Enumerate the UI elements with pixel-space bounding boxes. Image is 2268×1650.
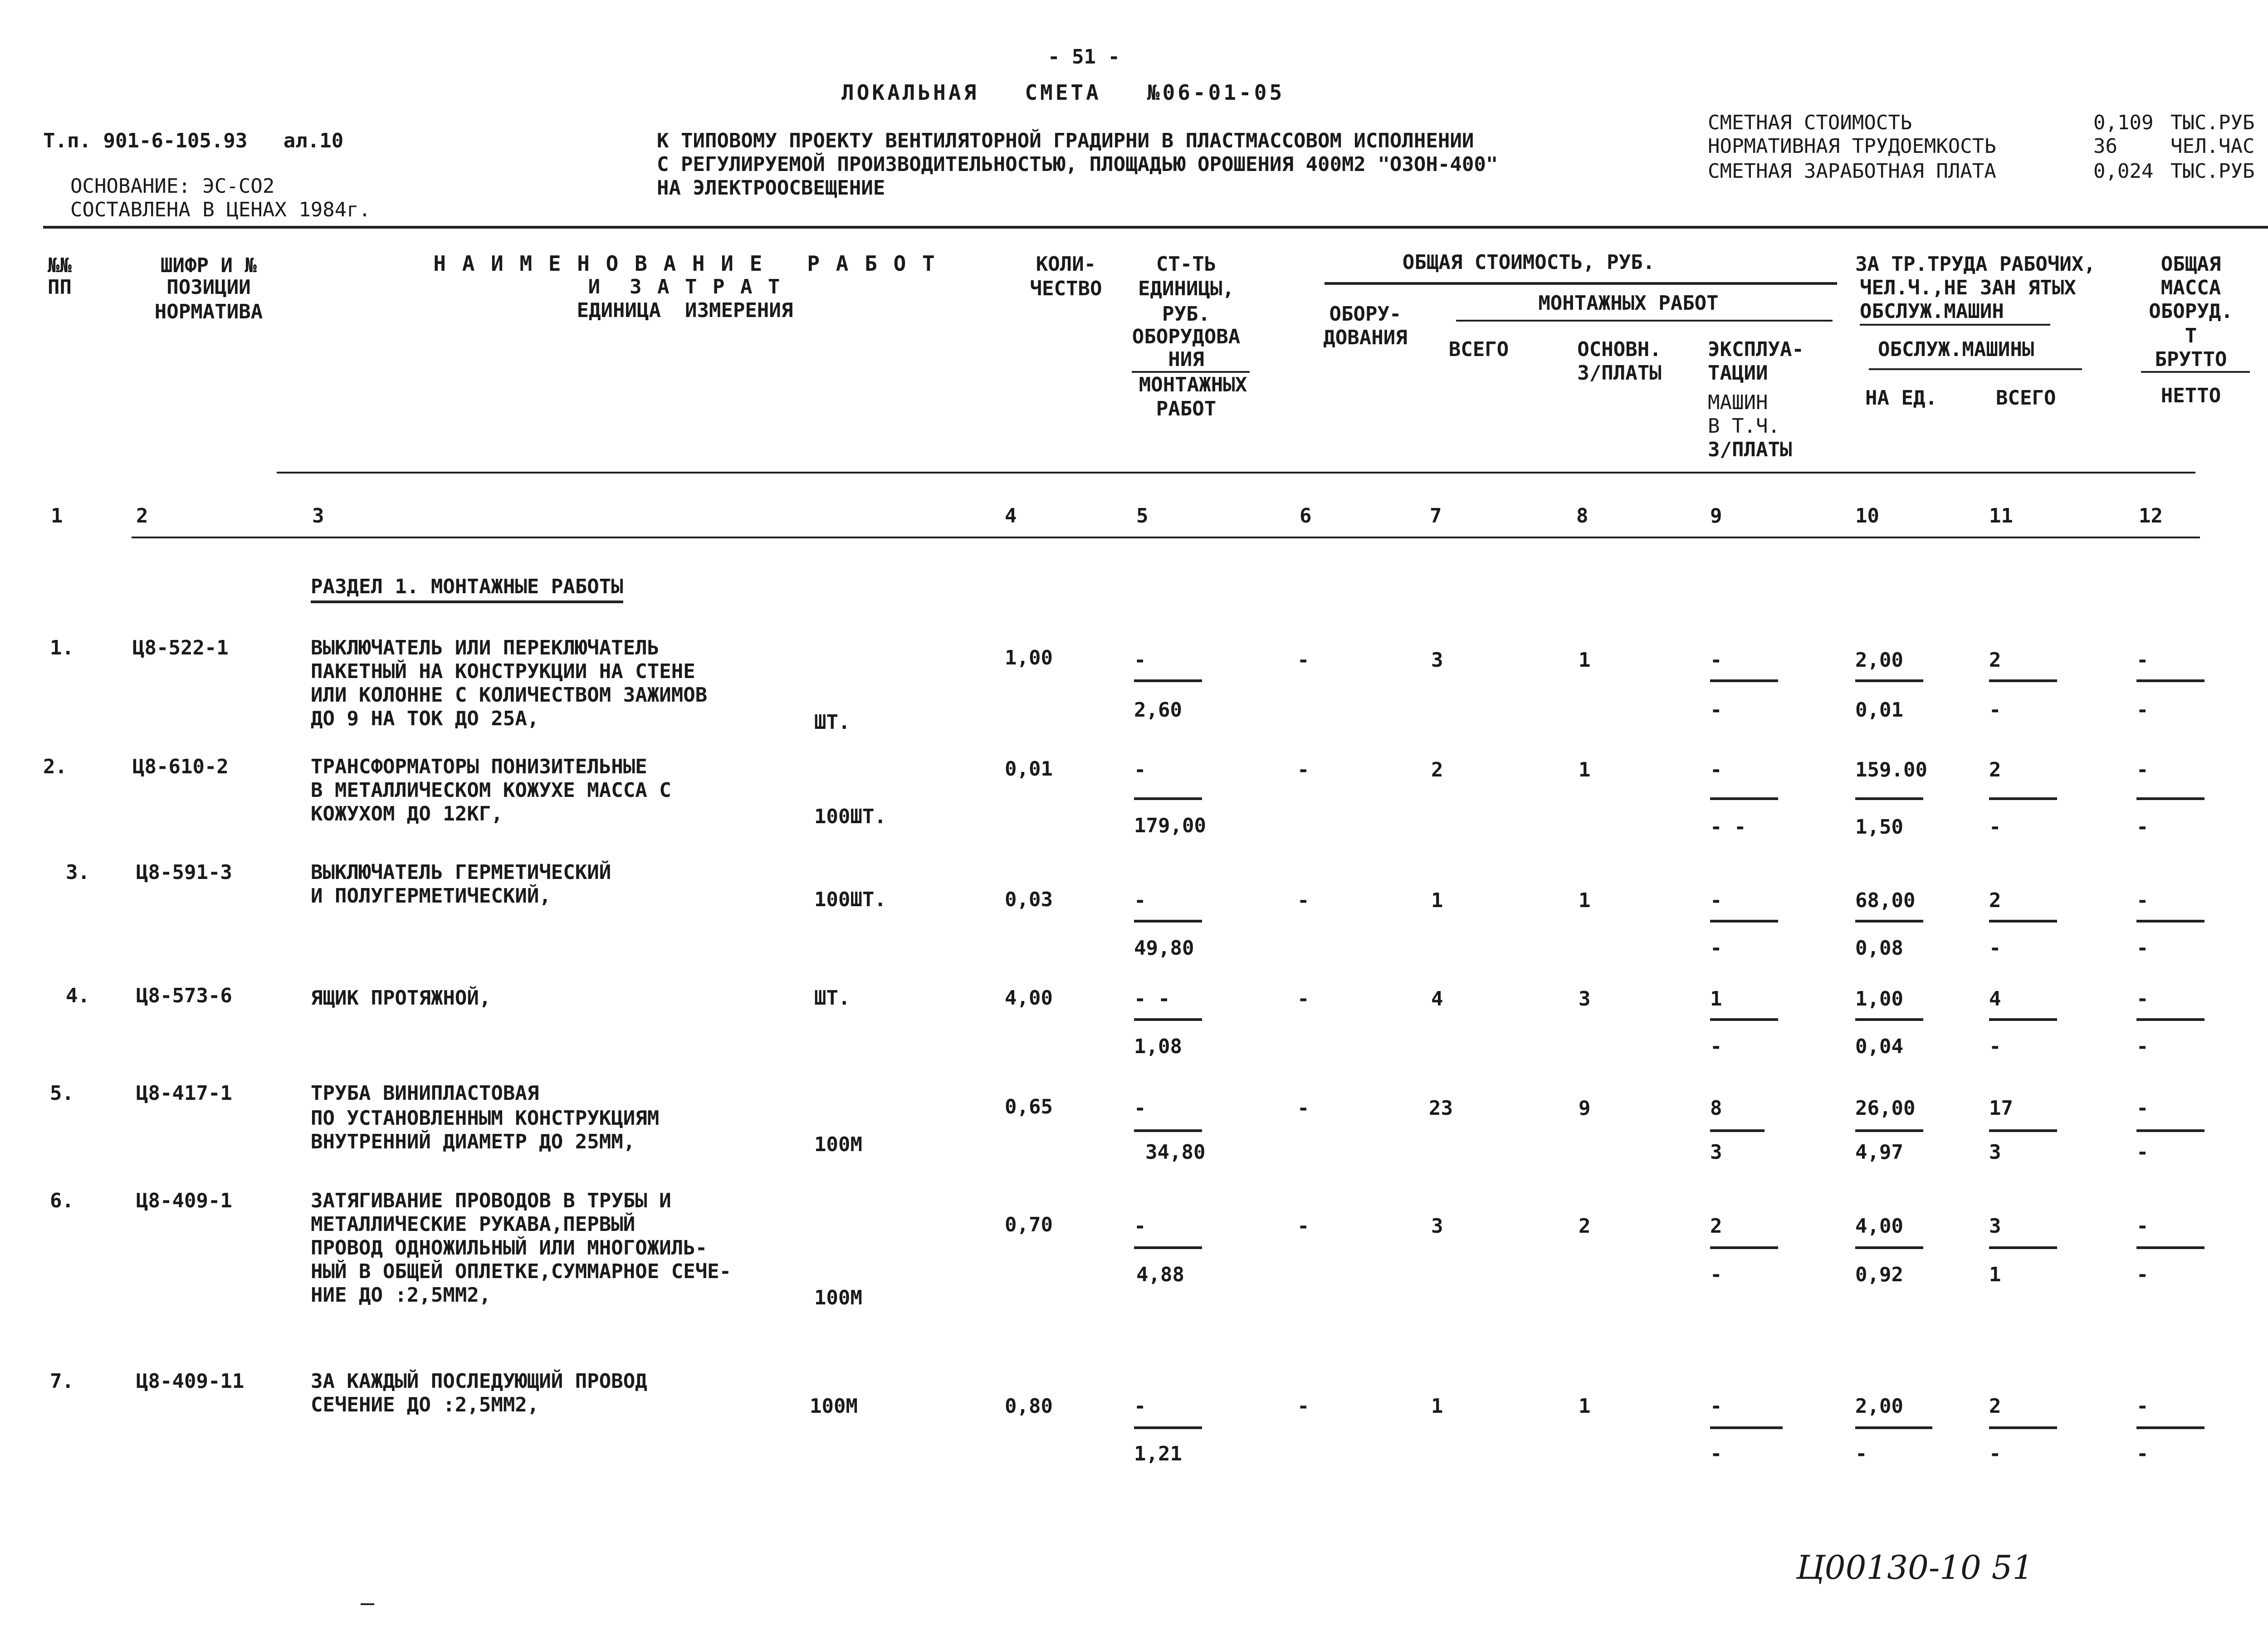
row-name-line: ЗАТЯГИВАНИЕ ПРОВОДОВ В ТРУБЫ И [311,1189,671,1212]
row-c6: - [1297,987,1310,1011]
hdr-labor2-rule [1869,368,2082,370]
hdr-c5-1: СТ-ТЬ [1156,253,1217,276]
row-c9-bottom: - [1710,1442,1722,1465]
row-c8: 3 [1579,987,1591,1011]
row-c10-top: 2,00 [1855,649,1903,672]
row-c9-rule [1710,1246,1778,1249]
hdr-c12-4: Т [2185,324,2197,347]
row-number: 3. [66,861,90,884]
row-c9-top: 1 [1710,987,1722,1011]
row-c5-rule [1134,920,1202,923]
summary-label-cost: СМЕТНАЯ СТОИМОСТЬ [1708,111,1912,134]
row-c11-rule [1989,1246,2057,1249]
hdr-total-cost: ОБЩАЯ СТОИМОСТЬ, РУБ. [1402,251,1655,274]
row-name-line: КОЖУХОМ ДО 12КГ, [311,802,503,825]
row-c5-top: - [1134,1395,1146,1418]
row-name-line: ЗА КАЖДЫЙ ПОСЛЕДУЮЩИЙ ПРОВОД [311,1370,647,1393]
row-c10-bottom: 1,50 [1855,815,1903,839]
row-c10-bottom: 0,04 [1855,1035,1903,1058]
row-name-line: ЯЩИК ПРОТЯЖНОЙ, [311,986,491,1010]
row-c11-rule [1989,1018,2057,1021]
hdr-c5-2: ЕДИНИЦЫ, [1138,277,1234,300]
row-c11-rule [1989,1129,2057,1132]
row-c8: 2 [1579,1215,1591,1238]
row-c5-bottom: 2,60 [1134,698,1182,722]
row-c6: - [1297,758,1310,781]
row-c10-top: 68,00 [1855,889,1916,912]
row-c8: 9 [1579,1097,1591,1120]
row-c7: 4 [1431,987,1443,1011]
row-code: Ц8-409-1 [136,1189,232,1212]
row-c5-top: - [1134,649,1146,672]
row-c9-rule [1710,1426,1783,1429]
row-unit: ШТ. [814,986,850,1010]
row-c12-rule [2136,1246,2204,1249]
hdr-c5-rule [1132,371,1250,373]
col-number-rule [132,537,2200,538]
doc-code: Т.п. 901-6-105.93 ал.10 [43,129,344,152]
hdr-c12-1: ОБЩАЯ [2160,253,2221,276]
row-c10-rule [1855,1018,1923,1021]
row-qty: 0,80 [1005,1395,1053,1418]
row-c11-bottom: - [1989,1035,2001,1058]
row-c11-top: 2 [1989,649,2001,672]
row-code: Ц8-573-6 [136,984,232,1007]
row-number: 1. [50,636,74,659]
row-c11-rule [1989,679,2057,682]
col-number-10: 10 [1855,504,1879,527]
row-name-line: МЕТАЛЛИЧЕСКИЕ РУКАВА,ПЕРВЫЙ [311,1213,635,1236]
row-c8: 1 [1579,889,1591,912]
summary-unit-cost: ТЫС.РУБ [2170,111,2255,134]
hdr-c5-7: РАБОТ [1156,397,1217,420]
row-c7: 1 [1431,1395,1443,1418]
row-c12-rule [2136,679,2204,682]
row-c5-bottom: 1,21 [1134,1442,1182,1465]
row-c10-top: 26,00 [1855,1097,1916,1120]
handwritten-note: Ц00130-10 51 [1796,1548,2033,1587]
row-c11-top: 2 [1989,758,2001,781]
row-c10-rule [1855,920,1923,923]
row-c11-rule [1989,797,2057,800]
row-c9-top: 8 [1710,1097,1722,1120]
row-c10-top: 159.00 [1855,758,1927,781]
row-c12-top: - [2136,758,2149,781]
row-c12-rule [2136,797,2204,800]
col-number-5: 5 [1136,504,1149,527]
hdr-labor-rule [1860,324,2050,326]
row-c5-rule [1134,1426,1202,1429]
row-name-line: И ПОЛУГЕРМЕТИЧЕСКИЙ, [311,884,551,908]
row-c6: - [1297,889,1310,912]
row-c9-top: - [1710,1395,1722,1418]
summary-unit-wage: ТЫС.РУБ [2170,160,2255,183]
col-number-7: 7 [1430,504,1442,527]
row-c10-rule [1855,797,1923,800]
row-c11-bottom: - [1989,698,2001,722]
row-c8: 1 [1579,649,1591,672]
hdr-total-rule [1325,282,1837,285]
row-c8: 1 [1579,758,1591,781]
row-c10-bottom: 0,08 [1855,937,1903,960]
row-unit: 100М [814,1286,862,1309]
row-c12-bottom: - [2136,1263,2149,1286]
row-c11-top: 2 [1989,889,2001,912]
hdr-c1-1: №№ [48,254,72,277]
hdr-c8-2: З/ПЛАТЫ [1577,361,1662,385]
row-c5-bottom: 1,08 [1134,1035,1182,1058]
row-c9-top: - [1710,649,1722,672]
col-number-6: 6 [1300,504,1312,527]
row-c12-rule [2136,1426,2204,1429]
row-c10-bottom: 0,92 [1855,1263,1903,1286]
row-c11-rule [1989,1426,2057,1429]
hdr-c5-6: МОНТАЖНЫХ [1139,373,1247,396]
row-c9-bottom: - [1710,1035,1722,1058]
hdr-c10: НА ЕД. [1865,386,1937,410]
row-code: Ц8-591-3 [136,861,232,884]
hdr-c12-3: ОБОРУД. [2149,300,2233,323]
row-c5-rule [1134,1129,1202,1132]
row-name-line: ТРУБА ВИНИПЛАСТОВАЯ [311,1082,539,1105]
row-c9-rule [1710,920,1778,923]
summary-label-labor: НОРМАТИВНАЯ ТРУДОЕМКОСТЬ [1708,135,1996,158]
row-qty: 0,70 [1005,1213,1053,1236]
row-c5-rule [1134,679,1202,682]
row-c11-bottom: - [1989,1442,2001,1465]
hdr-mount: МОНТАЖНЫХ РАБОТ [1538,292,1719,315]
row-c12-bottom: - [2136,937,2149,960]
row-name-line: ВЫКЛЮЧАТЕЛЬ ИЛИ ПЕРЕКЛЮЧАТЕЛЬ [311,636,660,659]
row-c10-rule [1855,1246,1923,1249]
row-name-line: СЕЧЕНИЕ ДО :2,5ММ2, [311,1393,539,1416]
row-name-line: ПО УСТАНОВЛЕННЫМ КОНСТРУКЦИЯМ [311,1107,660,1130]
hdr-c5-3: РУБ. [1162,303,1210,326]
hdr-labor-3: ОБСЛУЖ.МАШИН [1860,300,2004,323]
row-number: 5. [50,1082,74,1105]
row-number: 2. [43,755,67,778]
row-name-line: НИЕ ДО :2,5ММ2, [311,1284,491,1307]
row-c12-bottom: - [2136,815,2149,839]
summary-value-labor: 36 [2093,135,2117,158]
stray-mark [361,1603,374,1605]
row-c9-bottom: - [1710,1263,1722,1286]
row-c11-rule [1989,920,2057,923]
row-c9-bottom: - [1710,937,1722,960]
hdr-labor-2: ЧЕЛ.Ч.,НЕ ЗАН ЯТЫХ [1860,276,2076,299]
hdr-c9-3: МАШИН [1708,391,1768,414]
hdr-c3-3: ЕДИНИЦА ИЗМЕРЕНИЯ [577,299,793,322]
row-c10-bottom: 4,97 [1855,1141,1903,1164]
col-number-3: 3 [312,504,324,527]
row-name-line: ПАКЕТНЫЙ НА КОНСТРУКЦИИ НА СТЕНЕ [311,660,695,683]
row-c12-rule [2136,1129,2204,1132]
row-c7: 2 [1431,758,1443,781]
row-c10-top: 1,00 [1855,987,1903,1011]
hdr-c12-2: МАССА [2160,276,2221,299]
row-c5-top: - [1134,758,1146,781]
row-c7: 3 [1431,649,1443,672]
hdr-c9-1: ЭКСПЛУА- [1708,338,1804,361]
row-code: Ц8-409-11 [136,1370,244,1393]
row-code: Ц8-610-2 [132,755,229,778]
row-c10-top: 2,00 [1855,1395,1903,1418]
hdr-c12-6: НЕТТО [2160,384,2221,407]
col-number-2: 2 [136,504,148,527]
header-top-rule [43,226,2268,229]
row-c9-rule [1710,1018,1778,1021]
row-c9-top: 2 [1710,1215,1722,1238]
hdr-c2-2: ПОЗИЦИИ [166,276,251,299]
row-c10-bottom: 0,01 [1855,698,1903,722]
row-c5-bottom: 179,00 [1134,814,1206,837]
hdr-c2-1: ШИФР И № [161,254,257,277]
row-c9-rule [1710,679,1778,682]
row-c7: 3 [1431,1215,1443,1238]
row-c12-rule [2136,1018,2204,1021]
row-c5-top: - [1134,889,1146,912]
basis: ОСНОВАНИЕ: ЭС-СО2 [70,175,275,198]
row-c9-bottom: - [1710,698,1722,722]
row-unit: 100М [810,1395,858,1418]
hdr-labor-4: ОБСЛУЖ.МАШИНЫ [1878,338,2034,361]
row-c11-bottom: - [1989,937,2001,960]
hdr-c3-1: Н А И М Е Н О В А Н И Е Р А Б О Т [433,251,937,276]
row-c9-rule [1710,1129,1765,1132]
row-c6: - [1297,1395,1310,1418]
row-qty: 0,65 [1005,1095,1053,1118]
row-name-line: В МЕТАЛЛИЧЕСКОМ КОЖУХЕ МАССА С [311,779,671,802]
hdr-c8-1: ОСНОВН. [1577,338,1662,361]
row-c12-top: - [2136,889,2149,912]
row-c11-bottom: 1 [1989,1263,2001,1286]
row-c9-bottom: - - [1710,815,1746,839]
row-name-line: ВЫКЛЮЧАТЕЛЬ ГЕРМЕТИЧЕСКИЙ [311,861,611,884]
row-c12-top: - [2136,987,2149,1011]
row-c5-bottom: 34,80 [1145,1141,1206,1164]
row-c12-bottom: - [2136,1141,2149,1164]
row-name-line: ВНУТРЕННИЙ ДИАМЕТР ДО 25ММ, [311,1130,635,1153]
row-name-line: ПРОВОД ОДНОЖИЛЬНЫЙ ИЛИ МНОГОЖИЛЬ- [311,1236,708,1259]
subject-line-3: НА ЭЛЕКТРООСВЕЩЕНИЕ [657,176,885,200]
row-c5-top: - [1134,1097,1146,1120]
row-c12-bottom: - [2136,1442,2149,1465]
row-unit: 100М [814,1133,862,1156]
row-c11-bottom: - [1989,815,2001,839]
row-c5-rule [1134,1246,1202,1249]
row-number: 6. [50,1189,74,1212]
hdr-c3-2: И З А Т Р А Т [588,275,782,298]
hdr-c7: ВСЕГО [1448,338,1509,361]
row-c11-top: 2 [1989,1395,2001,1418]
row-c10-bottom: - [1855,1442,1867,1465]
col-number-4: 4 [1005,504,1017,527]
row-name-line: ИЛИ КОЛОННЕ С КОЛИЧЕСТВОМ ЗАЖИМОВ [311,683,708,707]
row-c6: - [1297,1215,1310,1238]
row-c11-top: 3 [1989,1215,2001,1238]
col-number-1: 1 [51,504,63,527]
row-c5-rule [1134,797,1202,800]
row-qty: 1,00 [1005,646,1053,669]
hdr-c12-5: БРУТТО [2155,348,2227,371]
row-c10-top: 4,00 [1855,1215,1903,1238]
row-c11-top: 17 [1989,1097,2013,1120]
row-number: 7. [50,1370,74,1393]
summary-value-cost: 0,109 [2093,111,2154,134]
row-code: Ц8-417-1 [136,1082,232,1105]
hdr-c9-4: В Т.Ч. [1708,415,1780,438]
row-c5-top: - - [1134,987,1170,1011]
row-c12-top: - [2136,649,2149,672]
row-c11-bottom: 3 [1989,1141,2001,1164]
row-c5-rule [1134,1018,1202,1021]
col-number-8: 8 [1576,504,1589,527]
row-c7: 23 [1429,1097,1453,1120]
row-c9-top: - [1710,889,1722,912]
row-code: Ц8-522-1 [132,636,229,659]
row-unit: 100ШТ. [814,805,886,828]
row-name-line: НЫЙ В ОБЩЕЙ ОПЛЕТКЕ,СУММАРНОЕ СЕЧЕ- [311,1260,732,1283]
hdr-c9-2: ТАЦИИ [1708,361,1768,385]
hdr-c5-5: НИЯ [1168,348,1204,371]
hdr-c12-rule [2141,371,2250,373]
row-c12-rule [2136,920,2204,923]
row-c6: - [1297,649,1310,672]
hdr-c2-3: НОРМАТИВА [154,300,263,323]
header-bottom-rule [277,472,2195,474]
row-c12-bottom: - [2136,1035,2149,1058]
hdr-mount-rule [1456,320,1833,322]
row-c9-rule [1710,797,1778,800]
row-c5-top: - [1134,1215,1146,1238]
hdr-labor-1: ЗА ТР.ТРУДА РАБОЧИХ, [1855,253,2096,276]
row-c8: 1 [1579,1395,1591,1418]
row-c10-rule [1855,1129,1923,1132]
row-c12-top: - [2136,1097,2149,1120]
row-c5-bottom: 4,88 [1136,1263,1184,1286]
row-c11-top: 4 [1989,987,2001,1011]
row-unit: 100ШТ. [814,888,886,911]
row-c6: - [1297,1097,1310,1120]
col-number-12: 12 [2139,504,2163,527]
hdr-c9-5: З/ПЛАТЫ [1708,438,1792,461]
hdr-c4-1: КОЛИ- [1036,253,1096,276]
hdr-c1-2: ПП [48,276,72,299]
row-number: 4. [66,984,90,1007]
section-title: РАЗДЕЛ 1. МОНТАЖНЫЕ РАБОТЫ [311,575,623,603]
row-c7: 1 [1431,889,1443,912]
row-c10-rule [1855,679,1923,682]
document-title: ЛОКАЛЬНАЯ СМЕТА №06-01-05 [841,80,1285,105]
row-qty: 0,01 [1005,757,1053,781]
row-c12-bottom: - [2136,698,2149,722]
row-c9-top: - [1710,758,1722,781]
col-number-11: 11 [1989,504,2013,527]
col-number-9: 9 [1710,504,1722,527]
row-qty: 4,00 [1005,986,1053,1010]
hdr-c6-2: ДОВАНИЯ [1323,326,1408,349]
summary-value-wage: 0,024 [2093,160,2154,183]
row-c12-top: - [2136,1395,2149,1418]
row-c5-bottom: 49,80 [1134,937,1194,960]
subject-line-2: С РЕГУЛИРУЕМОЙ ПРОИЗВОДИТЕЛЬНОСТЬЮ, ПЛОЩАДЬЮ ОРОШЕНИЯ 400М2 "ОЗОН-400" [657,153,1498,176]
summary-unit-labor: ЧЕЛ.ЧАС [2170,135,2255,158]
row-c12-top: - [2136,1215,2149,1238]
row-c9-bottom: 3 [1710,1141,1722,1164]
row-qty: 0,03 [1005,888,1053,911]
subject-line-1: К ТИПОВОМУ ПРОЕКТУ ВЕНТИЛЯТОРНОЙ ГРАДИРНИ В ПЛАСТМАССОВОМ ИСПОЛНЕНИИ [657,129,1474,152]
hdr-c4-2: ЧЕСТВО [1030,277,1102,300]
row-unit: ШТ. [814,711,850,734]
row-name-line: ДО 9 НА ТОК ДО 25А, [311,707,539,730]
hdr-c6-1: ОБОРУ- [1329,303,1402,326]
prices-year: СОСТАВЛЕНА В ЦЕНАХ 1984г. [70,198,371,221]
summary-label-wage: СМЕТНАЯ ЗАРАБОТНАЯ ПЛАТА [1708,160,1996,183]
row-c10-rule [1855,1426,1932,1429]
row-name-line: ТРАНСФОРМАТОРЫ ПОНИЗИТЕЛЬНЫЕ [311,755,647,778]
hdr-c11: ВСЕГО [1996,386,2056,410]
page-number: - 51 - [1048,45,1120,68]
hdr-c5-4: ОБОРУДОВА [1132,325,1241,348]
